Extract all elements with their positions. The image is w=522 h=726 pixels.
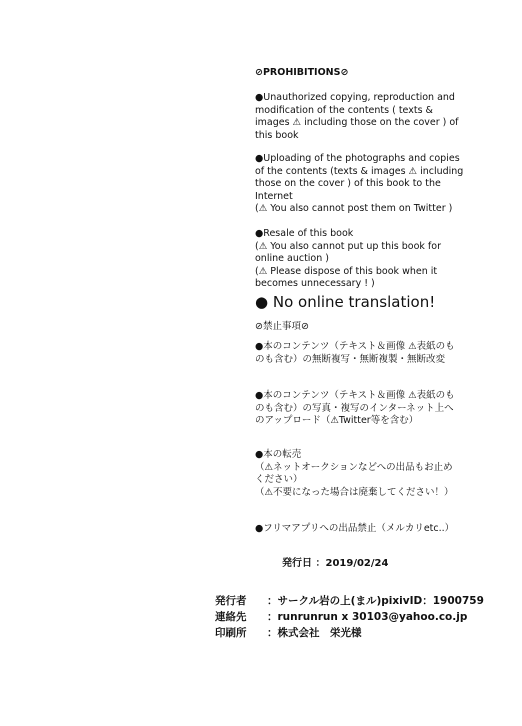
printer-label: 印刷所 [215, 627, 247, 639]
publisher-value: ：サークル岩の上(まル)pixivID：1900759 [267, 595, 484, 607]
colophon-contact [215, 609, 467, 624]
printer-value: ：株式会社 栄光様 [267, 627, 362, 639]
no-translation-notice: ● No online translation! [255, 293, 436, 311]
colophon-publisher [215, 593, 484, 608]
japanese-prohibitions-title: ⊘禁止事項⊘ [255, 321, 309, 332]
japanese-item-resale: ●本の転売 （⚠ネットオークションなどへの出品もお止めください） （⚠不要になった場合は廃棄してください！） [255, 449, 454, 498]
contact-value: ：runrunrun x 30103@yahoo.co.jp [267, 611, 468, 623]
japanese-item-copying: ●本のコンテンツ（テキスト＆画像 ⚠表紙のものも含む）の無断複写・無断複製・無断改変 [255, 341, 455, 365]
japanese-item-flea-market: ●フリマアプリへの出品禁止（メルカリetc..） [255, 523, 455, 534]
prohibition-item-resale: ●Resale of this book (⚠ You also cannot put up this book for online auction ) (⚠ Please dispose of this book when it becomes unnecessary ! ) [255, 228, 441, 289]
prohibition-item-uploading: ●Uploading of the photographs and copies of the contents (texts & images ⚠ including those on the cover ) of this book to the Internet (⚠ You also cannot post them on Twitter ) [255, 153, 464, 214]
japanese-item-uploading: ●本のコンテンツ（テキスト＆画像 ⚠表紙のものも含む）の写真・複写のインターネット上へのアップロード（⚠Twitter等を含む） [255, 390, 455, 426]
contact-label: 連絡先 [215, 611, 247, 623]
colophon-printer [215, 625, 362, 640]
publisher-label: 発行者 [215, 595, 247, 607]
prohibition-item-copying: ●Unauthorized copying, reproduction and modification of the contents ( texts & images ⚠ including those on the cover ) of this book [255, 92, 459, 141]
prohibitions-title: ⊘PROHIBITIONS⊘ [255, 67, 349, 78]
publication-date: 発行日 ：2019/02/24 [282, 558, 389, 569]
